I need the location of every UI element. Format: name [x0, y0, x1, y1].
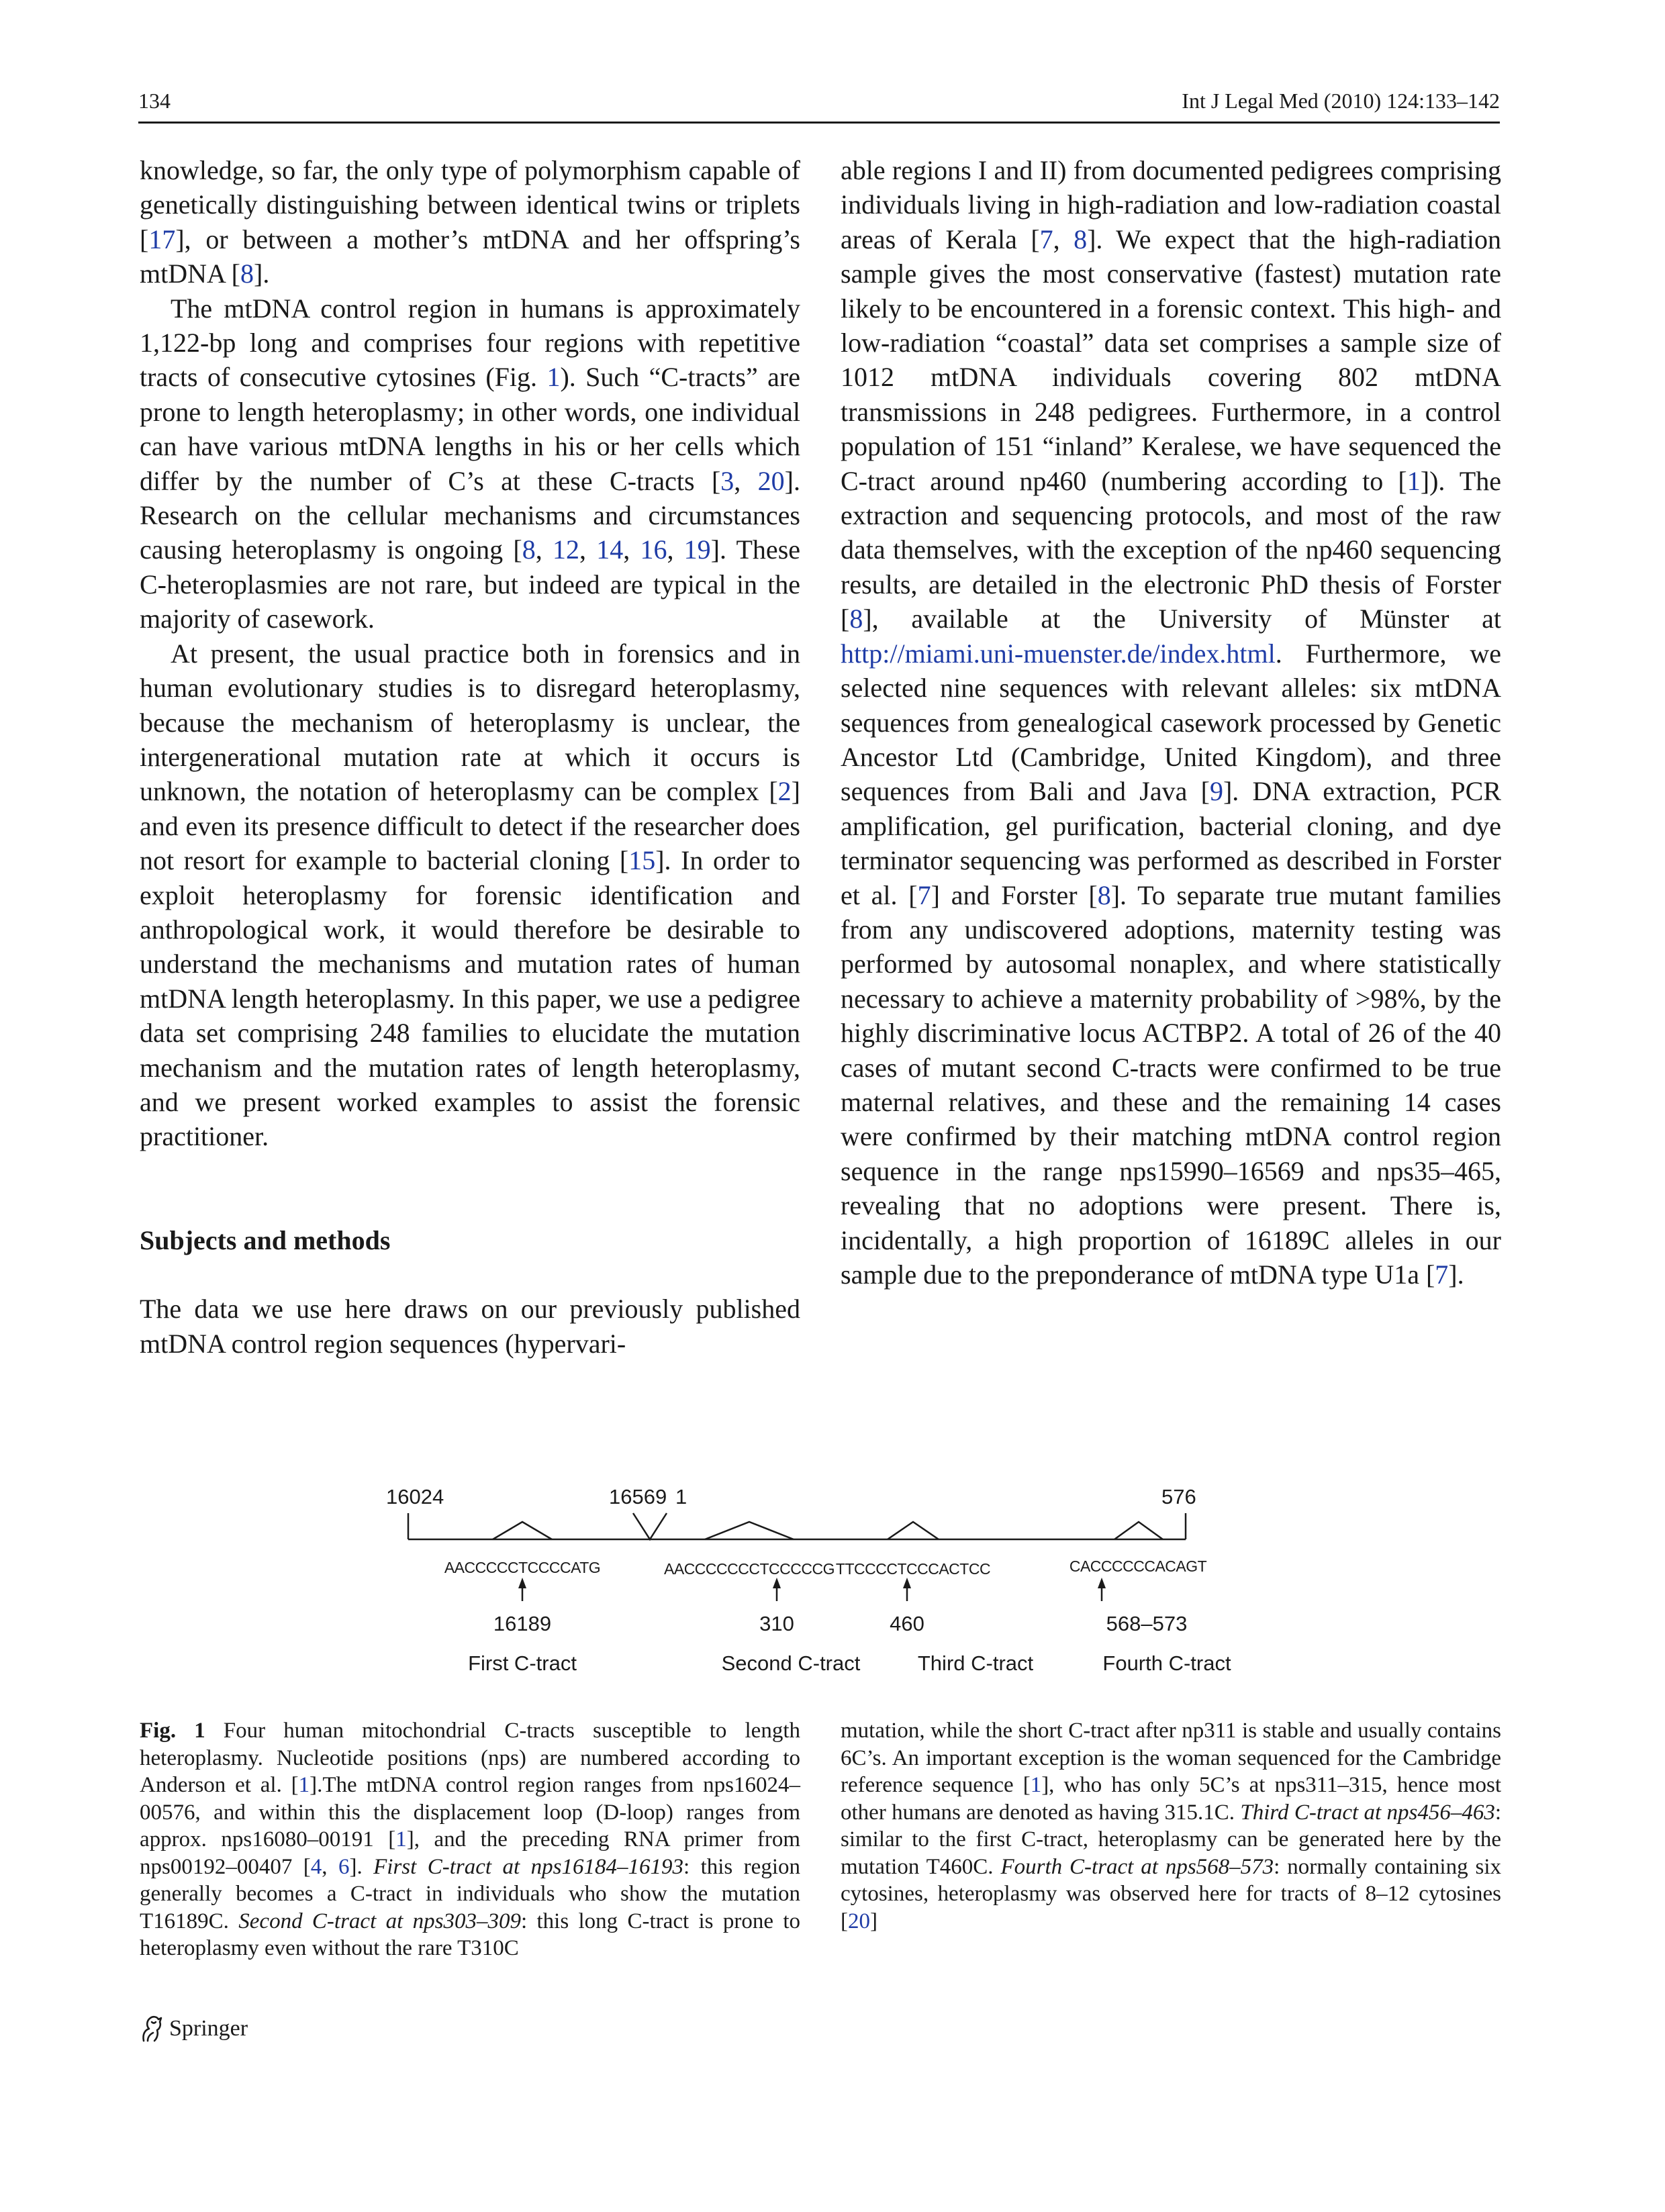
right-column: [841, 153, 1501, 1292]
springer-horse-icon: [138, 2014, 165, 2043]
citation-link[interactable]: 14: [596, 534, 624, 565]
paragraph: knowledge, so far, the only type of polymorphism capable of genetically distinguishing between identical twins or triplets [17], or between a mother’s mtDNA and her offspring’s mtDNA [8].: [140, 155, 800, 289]
arrowhead-icon: [1098, 1578, 1106, 1588]
citation-link[interactable]: 15: [628, 845, 656, 876]
figure-caption-right: mutation, while the short C-tract after np311 is stable and usually contains 6C’s. An important exception is the woman sequenced for the Cambridge reference sequence [1], who has only 5C’s at nps311–315, hence most other humans are denoted as having 315.1C. Third C-tract at nps456–463: similar to the first C-tract, heteroplasmy can be generated here by the mutation T460C. Fourth C-tract at nps568–573: normally containing six cytosines, heteroplasmy was observed here for tracts of 8–12 cytosines [20]: [841, 1719, 1501, 1933]
tract-3-label: Third C-tract: [917, 1651, 1034, 1675]
page-number: 134: [138, 89, 171, 113]
tract-3-sequence: TTCCCCTCCCACTCC: [835, 1560, 991, 1578]
citation-link[interactable]: 19: [683, 534, 711, 565]
figure-caption-left: Fig. 1 Four human mitochondrial C-tracts susceptible to length heteroplasmy. Nucleotide positions (nps) are numbered according to Anderson et al. [1].The mtDNA control region ranges from nps16024–00576, and within this the displacement loop (D-loop) ranges from approx. nps16080–00191 [1], and the preceding RNA primer from nps00192–00407 [4, 6]. First C-tract at nps16184–16193: this region generally becomes a C-tract in individuals who show the mutation T16189C. Second C-tract at nps303–309: this long C-tract is prone to heteroplasmy even without the rare T310C: [140, 1719, 801, 1960]
tract-3-position: 460: [890, 1612, 924, 1635]
tract-3-chevron: [888, 1522, 939, 1539]
italic-text: First C-tract at nps16184–16193: [373, 1854, 683, 1879]
citation-link[interactable]: 1: [395, 1827, 407, 1852]
tract-4-sequence: CACCCCCCACAGT: [1069, 1557, 1207, 1575]
citation-link[interactable]: 16: [640, 534, 667, 565]
italic-text: Fourth C-tract at nps568–573: [1000, 1854, 1274, 1879]
arrowhead-icon: [903, 1578, 911, 1588]
arrowhead-icon: [518, 1578, 526, 1588]
tract-1-label: First C-tract: [468, 1651, 577, 1675]
citation-link[interactable]: 1: [298, 1773, 310, 1797]
figure-label: Fig. 1: [140, 1719, 205, 1743]
position-genome-start: 1: [675, 1485, 687, 1508]
citation-link[interactable]: 7: [1039, 224, 1053, 254]
citation-link[interactable]: 6: [338, 1854, 350, 1879]
position-genome-end: 16569: [609, 1485, 667, 1508]
paragraph: The data we use here draws on our previously published mtDNA control region sequences (hypervari-: [140, 1294, 800, 1359]
citation-link[interactable]: 12: [552, 534, 579, 565]
header-rule: [138, 122, 1500, 124]
citation-link[interactable]: 8: [1097, 879, 1111, 910]
tract-4-chevron: [1114, 1522, 1163, 1539]
paragraph: able regions I and II) from documented pedigrees comprising individuals living in high-radiation and low-radiation coastal areas of Kerala [7, 8]. We expect that the high-radiation sample gives the most conservative (fastest) mutation rate likely to be encountered in a forensic context. This high- and low-radiation “coastal” data set comprises a sample size of 1012 mtDNA individuals covering 802 mtDNA transmissions in 248 pedigrees. Furthermore, in a control population of 151 “inland” Keralese, we have sequenced the C-tract around np460 (numbering according to [1]). The extraction and sequencing protocols, and most of the raw data themselves, with the exception of the np460 sequencing results, are detailed in the electronic PhD thesis of Forster [8], available at the University of Münster at http://miami.uni-muenster.de/index.html. Furthermore, we selected nine sequences with relevant alleles: six mtDNA sequences from genealogical casework processed by Genetic Ancestor Ltd (Cambridge, United Kingdom), and three sequences from Bali and Java [9]. DNA extraction, PCR amplification, gel purification, bacterial cloning, and dye terminator sequencing was performed as described in Forster et al. [7] and Forster [8]. To separate true mutant families from any undiscovered adoptions, maternity testing was performed by autosomal nonaplex, and where statistically necessary to achieve a maternity probability of >98%, by the highly discriminative locus ACTBP2. A total of 26 of the 40 cases of mutant second C-tracts were confirmed to be true maternal relatives, and these and the remaining 14 cases were confirmed by their matching mtDNA control region sequence in the range nps15990–16569 and nps35–465, revealing that no adoptions were present. There is, incidentally, a high proportion of 16189C alleles in our sample due to the preponderance of mtDNA type U1a [7].: [841, 155, 1501, 1290]
tract-2-position: 310: [759, 1612, 794, 1635]
citation-link[interactable]: 8: [1074, 224, 1088, 254]
publisher-footer: [138, 2012, 248, 2046]
tract-2-label: Second C-tract: [721, 1651, 861, 1675]
figure-1: [376, 1470, 1289, 1712]
citation-link[interactable]: 3: [720, 465, 734, 496]
citation-link[interactable]: 1: [1407, 465, 1421, 496]
citation-link[interactable]: 2: [777, 776, 792, 807]
left-column: [140, 153, 800, 1361]
citation-link[interactable]: 1: [1030, 1773, 1042, 1797]
paragraph: The mtDNA control region in humans is approximately 1,122-bp long and comprises four regions with repetitive tracts of consecutive cytosines (Fig. 1). Such “C-tracts” are prone to length heteroplasmy; in other words, one individual can have various mtDNA lengths in his or her cells which differ by the number of C’s at these C-tracts [3, 20]. Research on the cellular mechanisms and circumstances causing heteroplasmy is ongoing [8, 12, 14, 16, 19]. These C-heteroplasmies are not rare, but indeed are typical in the majority of casework.: [140, 293, 801, 634]
tract-1-chevron: [493, 1522, 552, 1539]
citation-link[interactable]: 8: [522, 534, 536, 565]
tract-2-sequence: AACCCCCCCTCCCCCG: [664, 1560, 835, 1578]
genome-junction-chevron: [633, 1513, 667, 1539]
tract-1-position: 16189: [493, 1612, 552, 1635]
citation-link[interactable]: 8: [240, 258, 254, 289]
citation-link[interactable]: 8: [849, 604, 863, 634]
url-link[interactable]: http://miami.uni-muenster.de/index.html: [841, 638, 1276, 669]
position-end: 576: [1161, 1485, 1196, 1508]
tract-2-chevron: [705, 1522, 794, 1539]
citation-link[interactable]: 20: [848, 1909, 870, 1933]
section-heading: Subjects and methods: [140, 1224, 391, 1255]
citation-link[interactable]: 7: [1435, 1259, 1449, 1290]
journal-citation: Int J Legal Med (2010) 124:133–142: [1182, 89, 1500, 113]
tract-1-sequence: AACCCCCTCCCCATG: [444, 1559, 601, 1576]
position-start: 16024: [386, 1485, 444, 1508]
c-tract-diagram: [376, 1470, 1289, 1712]
arrowhead-icon: [773, 1578, 781, 1588]
citation-link[interactable]: 7: [917, 879, 931, 910]
citation-link[interactable]: 9: [1209, 776, 1223, 807]
italic-text: Second C-tract at nps303–309: [238, 1909, 521, 1933]
italic-text: Third C-tract at nps456–463: [1240, 1800, 1495, 1825]
tract-4-position: 568–573: [1106, 1612, 1188, 1635]
citation-link[interactable]: 1: [546, 362, 561, 393]
tract-4-label: Fourth C-tract: [1102, 1651, 1231, 1675]
citation-link[interactable]: 17: [148, 224, 176, 254]
running-header: [138, 86, 1500, 124]
publisher-name: Springer: [169, 2016, 248, 2041]
paragraph: At present, the usual practice both in forensics and in human evolutionary studies is to disregard heteroplasmy, because the mechanism of heteroplasmy is unclear, the intergenerational mutation rate at which it occurs is unknown, the notation of heteroplasmy can be complex [2] and even its presence difficult to detect if the researcher does not resort for example to bacterial cloning [15]. In order to exploit heteroplasmy for forensic identification and anthropological work, it would therefore be desirable to understand the mechanisms and mutation rates of human mtDNA length heteroplasmy. In this paper, we use a pedigree data set comprising 248 families to elucidate the mutation mechanism and the mutation rates of length heteroplasmy, and we present worked examples to assist the forensic practitioner.: [140, 638, 800, 1152]
citation-link[interactable]: 20: [757, 465, 785, 496]
citation-link[interactable]: 4: [310, 1854, 322, 1879]
